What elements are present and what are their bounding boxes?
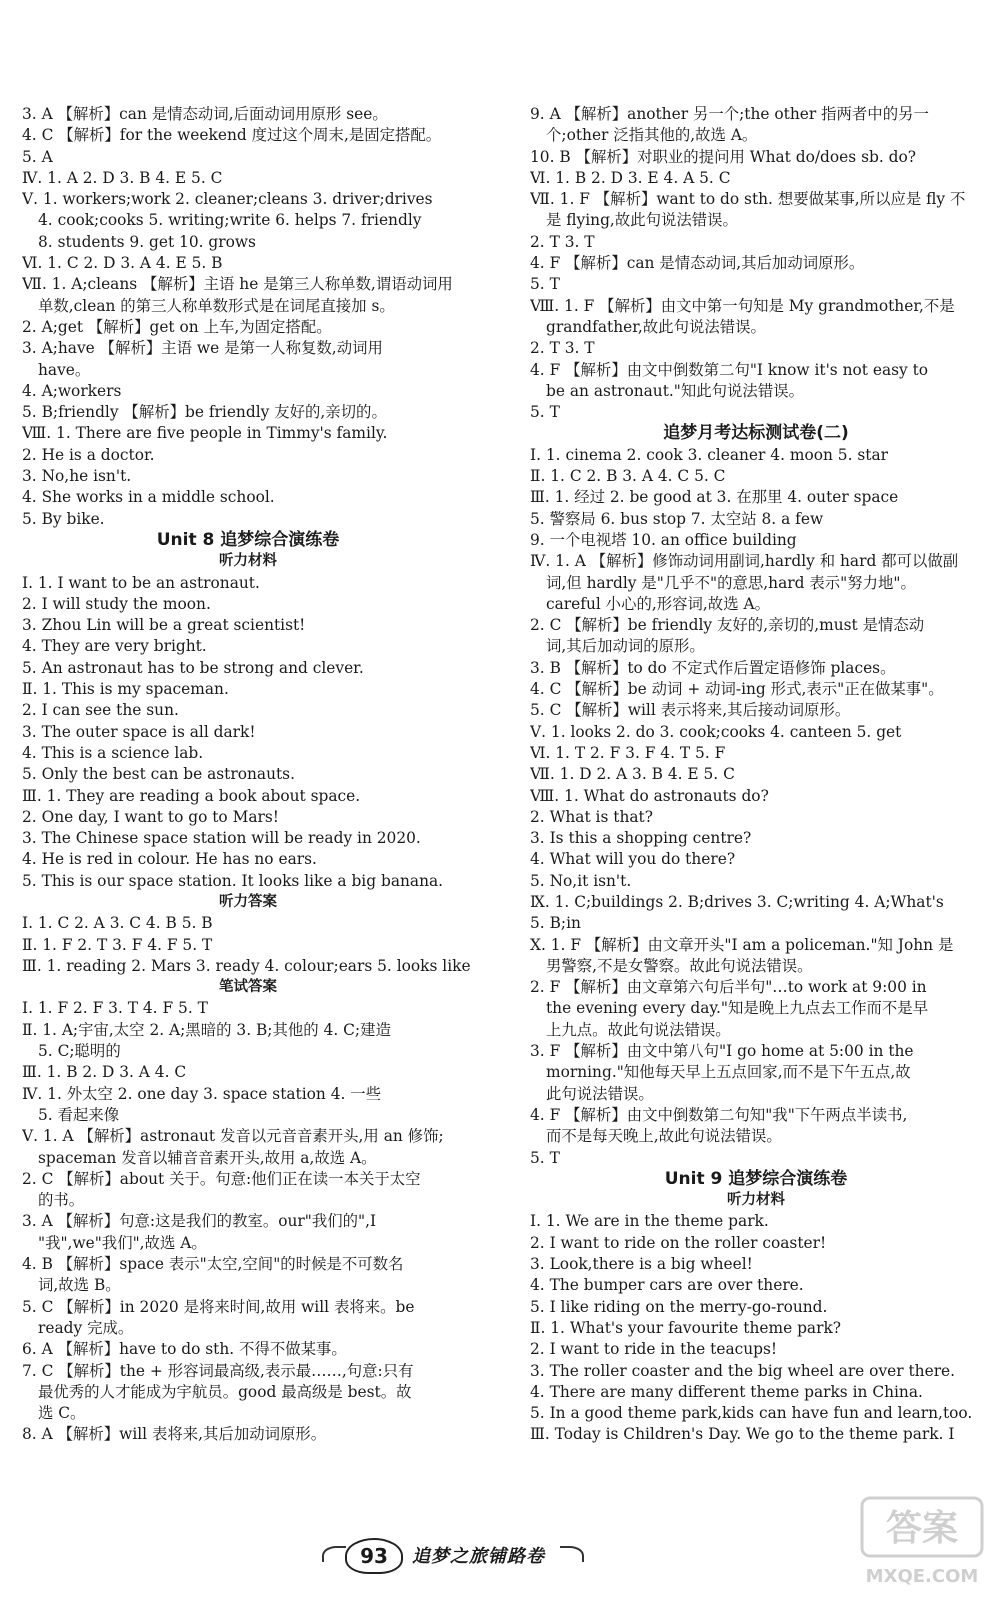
- answer-line: 4. He is red in colour. He has no ears.: [22, 850, 317, 869]
- answer-line: 8. A 【解析】will 表将来,其后加动词原形。: [22, 1425, 327, 1444]
- answer-line: Ⅵ. 1. C 2. D 3. A 4. E 5. B: [22, 254, 223, 273]
- answer-line: 男警察,不是女警察。故此句说法错误。: [546, 956, 813, 975]
- answer-line: Ⅶ. 1. D 2. A 3. B 4. E 5. C: [530, 765, 735, 784]
- watermark-logo: [858, 1494, 986, 1594]
- answer-line: 4. C 【解析】for the weekend 度过这个周末,是固定搭配。: [22, 126, 442, 145]
- answer-line: 5. C;聪明的: [38, 1042, 121, 1061]
- answer-line: 3. B 【解析】to do 不定式作后置定语修饰 places。: [530, 658, 896, 677]
- answer-line: 5. An astronaut has to be strong and clever.: [22, 658, 364, 677]
- answer-line: 5. B;in: [530, 914, 581, 933]
- answer-line: spaceman 发音以辅音音素开头,故用 a,故选 A。: [38, 1148, 377, 1167]
- wing-ornament-icon: [322, 1546, 346, 1562]
- answer-line: 词,其后加动词的原形。: [546, 637, 705, 656]
- answer-line: Ⅹ. 1. F 【解析】由文章开头"I am a policeman."知 John 是: [530, 935, 954, 954]
- answer-line: have。: [38, 360, 91, 379]
- answer-line: the evening every day."知是晚上九点去工作而不是早: [546, 999, 929, 1018]
- answer-line: Ⅳ. 1. A 【解析】修饰动词用副词,hardly 和 hard 都可以做副: [530, 552, 959, 571]
- answer-line: Ⅰ. 1. cinema 2. cook 3. cleaner 4. moon 5. star: [530, 445, 888, 464]
- answer-line: 而不是每天晚上,故此句说法错误。: [546, 1127, 782, 1146]
- answer-line: 4. F 【解析】由文中倒数第二句知"我"下午两点半读书,: [530, 1105, 908, 1124]
- answer-line: ready 完成。: [38, 1318, 134, 1337]
- watermark-bottom-text: MXQE.COM: [865, 1566, 979, 1587]
- answer-line: 5. T: [530, 1148, 560, 1167]
- answer-line: 2. I want to ride in the teacups!: [530, 1340, 778, 1359]
- answer-line: 5. No,it isn't.: [530, 871, 632, 890]
- answer-line: Ⅱ. 1. A;宇宙,太空 2. A;黑暗的 3. B;其他的 4. C;建造: [22, 1020, 391, 1039]
- answer-line: Ⅱ. 1. F 2. T 3. F 4. F 5. T: [22, 935, 213, 954]
- answer-line: 9. 一个电视塔 10. an office building: [530, 530, 797, 549]
- answer-line: Ⅰ. 1. C 2. A 3. C 4. B 5. B: [22, 914, 213, 933]
- answer-line: Ⅴ. 1. A 【解析】astronaut 发音以元音音素开头,用 an 修饰;: [22, 1127, 444, 1146]
- answer-line: morning."知他每天早上五点回家,而不是下午五点,故: [546, 1063, 911, 1082]
- section-heading: Unit 8 追梦综合演练卷: [156, 529, 340, 550]
- answer-line: 上九点。故此句说法错误。: [546, 1020, 731, 1039]
- answer-line: 4. This is a science lab.: [22, 743, 204, 762]
- answer-line: 3. Is this a shopping centre?: [530, 829, 752, 848]
- answer-line: Ⅱ. 1. What's your favourite theme park?: [530, 1318, 842, 1337]
- answer-line: 最优秀的人才能成为宇航员。good 最高级是 best。故: [38, 1382, 412, 1401]
- answer-line: 3. Zhou Lin will be a great scientist!: [22, 616, 306, 635]
- subsection-heading: 笔试答案: [219, 979, 277, 996]
- answer-line: 5. C 【解析】will 表示将来,其后接动词原形。: [530, 701, 851, 720]
- answer-line: 3. A 【解析】句意:这是我们的教室。our"我们的",I: [22, 1212, 377, 1231]
- answer-line: Ⅴ. 1. workers;work 2. cleaner;cleans 3. driver;drives: [22, 190, 433, 209]
- answer-line: 个;other 泛指其他的,故选 A。: [546, 126, 758, 145]
- answer-line: 10. B 【解析】对职业的提问用 What do/does sb. do?: [530, 147, 916, 166]
- answer-line: 4. F 【解析】由文中倒数第二句"I know it's not easy to: [530, 360, 929, 379]
- answer-line: 4. cook;cooks 5. writing;write 6. helps 7. friendly: [38, 211, 422, 230]
- subsection-heading: 听力答案: [219, 893, 277, 910]
- answer-line: 5. Only the best can be astronauts.: [22, 765, 295, 784]
- answer-line: Ⅲ. 1. 经过 2. be good at 3. 在那里 4. outer space: [530, 488, 899, 507]
- answer-line: 词,故选 B。: [38, 1276, 121, 1295]
- answer-line: 4. B 【解析】space 表示"太空,空间"的时候是不可数名: [22, 1255, 404, 1274]
- answer-line: 3. No,he isn't.: [22, 467, 132, 486]
- answer-line: 3. F 【解析】由文中第八句"I go home at 5:00 in the: [530, 1042, 914, 1061]
- answer-line: 4. C 【解析】be 动词 + 动词-ing 形式,表示"正在做某事"。: [530, 680, 944, 699]
- answer-line: careful 小心的,形容词,故选 A。: [546, 594, 770, 613]
- answer-line: 3. The outer space is all dark!: [22, 722, 256, 741]
- answer-line: Ⅶ. 1. A;cleans 【解析】主语 he 是第三人称单数,谓语动词用: [22, 275, 453, 294]
- answer-line: Ⅵ. 1. B 2. D 3. E 4. A 5. C: [530, 168, 731, 187]
- answer-line: be an astronaut."知此句说法错误。: [546, 381, 804, 400]
- answer-line: Ⅰ. 1. I want to be an astronaut.: [22, 573, 260, 592]
- page-footer: [0, 1536, 996, 1576]
- answer-line: 此句说法错误。: [546, 1084, 654, 1103]
- answer-line: 3. The roller coaster and the big wheel are over there.: [530, 1361, 956, 1380]
- answer-line: 单数,clean 的第三人称单数形式是在词尾直接加 s。: [38, 296, 395, 315]
- left-column: [22, 104, 474, 1446]
- section-heading: Unit 9 追梦综合演练卷: [664, 1168, 848, 1189]
- answer-line: 5. 看起来像: [38, 1105, 120, 1124]
- answer-line: 4. F 【解析】can 是情态动词,其后加动词原形。: [530, 254, 865, 273]
- answer-line: Ⅰ. 1. We are in the theme park.: [530, 1212, 769, 1231]
- answer-line: 4. A;workers: [22, 381, 122, 400]
- answer-line: Ⅷ. 1. F 【解析】由文中第一句知是 My grandmother,不是: [530, 296, 955, 315]
- answer-line: 2. F 【解析】由文章第六句后半句"…to work at 9:00 in: [530, 978, 927, 997]
- answer-line: 5. C 【解析】in 2020 是将来时间,故用 will 表将来。be: [22, 1297, 415, 1316]
- answer-line: 5. T: [530, 275, 560, 294]
- answer-line: 选 C。: [38, 1404, 86, 1423]
- answer-line: 2. I can see the sun.: [22, 701, 179, 720]
- answer-line: 5. This is our space station. It looks like a big banana.: [22, 871, 444, 890]
- answer-line: Ⅱ. 1. This is my spaceman.: [22, 680, 229, 699]
- answer-line: Ⅲ. 1. They are reading a book about space.: [22, 786, 361, 805]
- answer-line: 2. One day, I want to go to Mars!: [22, 807, 279, 826]
- answer-line: Ⅳ. 1. 外太空 2. one day 3. space station 4. 一些: [22, 1084, 382, 1103]
- subsection-heading: 听力材料: [727, 1192, 785, 1209]
- answer-line: 5. I like riding on the merry-go-round.: [530, 1297, 828, 1316]
- brand-logo: 追梦之旅铺路卷: [412, 1546, 545, 1567]
- answer-line: 9. A 【解析】another 另一个;the other 指两者中的另一: [530, 105, 929, 123]
- answer-line: 8. students 9. get 10. grows: [38, 232, 256, 251]
- answer-line: Ⅴ. 1. looks 2. do 3. cook;cooks 4. canteen 5. get: [530, 722, 902, 741]
- answer-line: 3. A 【解析】can 是情态动词,后面动词用原形 see。: [22, 105, 388, 123]
- answer-line: 的书。: [38, 1191, 85, 1210]
- watermark-top-text: 答案: [885, 1508, 959, 1549]
- answer-line: 5. B;friendly 【解析】be friendly 友好的,亲切的。: [22, 403, 387, 422]
- subsection-heading: 听力材料: [219, 553, 277, 570]
- answer-line: 2. I will study the moon.: [22, 594, 211, 613]
- answer-line: 4. They are very bright.: [22, 637, 207, 656]
- answer-line: Ⅷ. 1. What do astronauts do?: [530, 786, 769, 805]
- answer-line: 2. C 【解析】about 关于。句意:他们正在读一本关于太空: [22, 1169, 421, 1188]
- answer-line: Ⅲ. Today is Children's Day. We go to the theme park. I: [530, 1425, 955, 1444]
- answer-line: 2. What is that?: [530, 807, 653, 826]
- answer-line: Ⅱ. 1. C 2. B 3. A 4. C 5. C: [530, 467, 726, 486]
- answer-line: 4. The bumper cars are over there.: [530, 1276, 804, 1295]
- right-column: [530, 104, 982, 1446]
- wing-ornament-icon: [560, 1546, 584, 1562]
- answer-line: Ⅶ. 1. F 【解析】want to do sth. 想要做某事,所以应是 fly 不: [530, 190, 966, 209]
- answer-line: 5. In a good theme park,kids can have fun and learn,too.: [530, 1404, 973, 1423]
- answer-line: Ⅸ. 1. C;buildings 2. B;drives 3. C;writing 4. A;What's: [530, 892, 944, 911]
- answer-line: 5. T: [530, 403, 560, 422]
- answer-line: Ⅵ. 1. T 2. F 3. F 4. T 5. F: [530, 743, 726, 762]
- answer-line: Ⅷ. 1. There are five people in Timmy's family.: [22, 424, 388, 443]
- answer-line: "我",we"我们",故选 A。: [38, 1233, 207, 1252]
- answer-line: 5. 警察局 6. bus stop 7. 太空站 8. a few: [530, 509, 824, 528]
- answer-line: 3. The Chinese space station will be ready in 2020.: [22, 829, 421, 848]
- answer-line: 2. A;get 【解析】get on 上车,为固定搭配。: [22, 317, 332, 336]
- answer-line: 2. T 3. T: [530, 232, 595, 251]
- answer-line: Ⅰ. 1. F 2. F 3. T 4. F 5. T: [22, 999, 208, 1018]
- answer-line: 3. Look,there is a big wheel!: [530, 1255, 753, 1274]
- answer-line: 5. A: [22, 147, 53, 166]
- answer-line: 6. A 【解析】have to do sth. 不得不做某事。: [22, 1340, 347, 1359]
- answer-line: 4. She works in a middle school.: [22, 488, 275, 507]
- answer-line: grandfather,故此句说法错误。: [546, 317, 766, 336]
- answer-line: 2. I want to ride on the roller coaster!: [530, 1233, 827, 1252]
- answer-line: Ⅲ. 1. reading 2. Mars 3. ready 4. colour;ears 5. looks like: [22, 956, 471, 975]
- answer-line: 7. C 【解析】the + 形容词最高级,表示最……,句意:只有: [22, 1361, 414, 1380]
- answer-line: 2. C 【解析】be friendly 友好的,亲切的,must 是情态动: [530, 616, 925, 635]
- section-heading: 追梦月考达标测试卷(二): [663, 423, 849, 444]
- answer-line: 4. There are many different theme parks in China.: [530, 1382, 923, 1401]
- answer-line: Ⅳ. 1. A 2. D 3. B 4. E 5. C: [22, 168, 223, 187]
- answer-line: 是 flying,故此句说法错误。: [546, 211, 738, 230]
- answer-line: Ⅲ. 1. B 2. D 3. A 4. C: [22, 1063, 187, 1082]
- answer-line: 5. By bike.: [22, 509, 105, 528]
- answer-line: 2. He is a doctor.: [22, 445, 155, 464]
- answer-line: 4. What will you do there?: [530, 850, 736, 869]
- answer-line: 3. A;have 【解析】主语 we 是第一人称复数,动词用: [22, 339, 383, 358]
- page-number: 93: [345, 1538, 403, 1574]
- answer-line: 2. T 3. T: [530, 339, 595, 358]
- answer-line: 词,但 hardly 是"几乎不"的意思,hard 表示"努力地"。: [546, 573, 916, 592]
